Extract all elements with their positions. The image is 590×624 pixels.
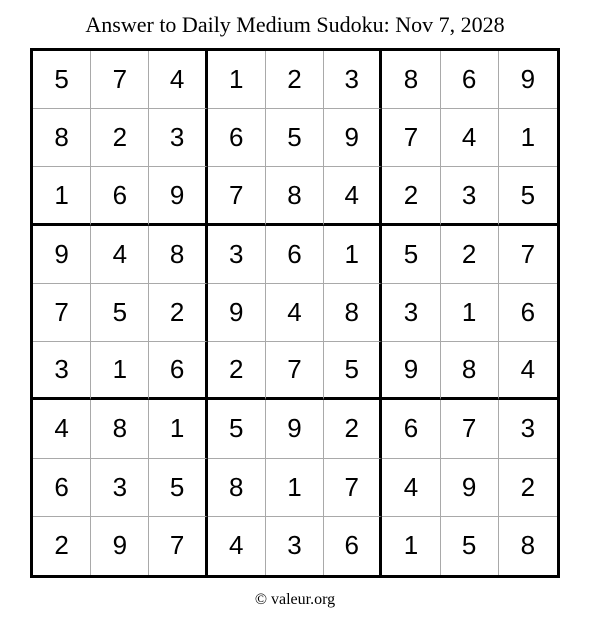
sudoku-cell-r2c6: 9 <box>324 109 382 167</box>
sudoku-cell-r3c4: 7 <box>208 167 266 225</box>
sudoku-board <box>30 48 560 578</box>
sudoku-cell-r2c3: 3 <box>149 109 207 167</box>
sudoku-cell-r6c7: 9 <box>382 342 440 400</box>
sudoku-cell-r7c9: 3 <box>499 400 557 458</box>
sudoku-cell-r2c4: 6 <box>208 109 266 167</box>
sudoku-cell-r8c2: 3 <box>91 459 149 517</box>
sudoku-cell-r3c6: 4 <box>324 167 382 225</box>
sudoku-cell-r2c1: 8 <box>33 109 91 167</box>
sudoku-cell-r9c2: 9 <box>91 517 149 575</box>
sudoku-cell-r1c3: 4 <box>149 51 207 109</box>
sudoku-cell-r9c6: 6 <box>324 517 382 575</box>
sudoku-cell-r9c4: 4 <box>208 517 266 575</box>
sudoku-cell-r4c8: 2 <box>441 226 499 284</box>
sudoku-cell-r6c4: 2 <box>208 342 266 400</box>
sudoku-cell-r4c9: 7 <box>499 226 557 284</box>
sudoku-cell-r4c5: 6 <box>266 226 324 284</box>
sudoku-cell-r5c7: 3 <box>382 284 440 342</box>
sudoku-cell-r7c1: 4 <box>33 400 91 458</box>
sudoku-cell-r7c8: 7 <box>441 400 499 458</box>
sudoku-cell-r7c7: 6 <box>382 400 440 458</box>
sudoku-cell-r5c4: 9 <box>208 284 266 342</box>
sudoku-cell-r1c2: 7 <box>91 51 149 109</box>
sudoku-cell-r3c3: 9 <box>149 167 207 225</box>
sudoku-cell-r8c3: 5 <box>149 459 207 517</box>
sudoku-cell-r3c8: 3 <box>441 167 499 225</box>
sudoku-cell-r7c6: 2 <box>324 400 382 458</box>
copyright-footer: © valeur.org <box>254 591 336 608</box>
sudoku-cell-r3c2: 6 <box>91 167 149 225</box>
sudoku-cell-r5c6: 8 <box>324 284 382 342</box>
sudoku-cell-r4c7: 5 <box>382 226 440 284</box>
sudoku-cell-r1c1: 5 <box>33 51 91 109</box>
sudoku-cell-r7c5: 9 <box>266 400 324 458</box>
sudoku-cell-r1c6: 3 <box>324 51 382 109</box>
sudoku-cell-r7c2: 8 <box>91 400 149 458</box>
sudoku-cell-r1c7: 8 <box>382 51 440 109</box>
sudoku-cell-r6c1: 3 <box>33 342 91 400</box>
sudoku-cell-r8c8: 9 <box>441 459 499 517</box>
sudoku-cell-r2c8: 4 <box>441 109 499 167</box>
sudoku-cell-r4c6: 1 <box>324 226 382 284</box>
sudoku-cell-r6c5: 7 <box>266 342 324 400</box>
sudoku-cell-r5c5: 4 <box>266 284 324 342</box>
sudoku-cell-r9c1: 2 <box>33 517 91 575</box>
sudoku-cell-r3c1: 1 <box>33 167 91 225</box>
sudoku-cell-r4c4: 3 <box>208 226 266 284</box>
sudoku-cell-r4c1: 9 <box>33 226 91 284</box>
sudoku-cell-r1c4: 1 <box>208 51 266 109</box>
sudoku-cell-r1c8: 6 <box>441 51 499 109</box>
sudoku-cell-r9c7: 1 <box>382 517 440 575</box>
sudoku-cell-r6c2: 1 <box>91 342 149 400</box>
page-title: Answer to Daily Medium Sudoku: Nov 7, 2028 <box>85 12 505 37</box>
sudoku-cell-r7c4: 5 <box>208 400 266 458</box>
sudoku-cell-r3c5: 8 <box>266 167 324 225</box>
sudoku-cell-r4c3: 8 <box>149 226 207 284</box>
sudoku-cell-r2c5: 5 <box>266 109 324 167</box>
sudoku-cell-r8c1: 6 <box>33 459 91 517</box>
sudoku-cell-r1c9: 9 <box>499 51 557 109</box>
sudoku-cell-r6c9: 4 <box>499 342 557 400</box>
sudoku-cell-r6c6: 5 <box>324 342 382 400</box>
sudoku-cell-r5c8: 1 <box>441 284 499 342</box>
sudoku-cell-r6c3: 6 <box>149 342 207 400</box>
sudoku-cell-r5c2: 5 <box>91 284 149 342</box>
sudoku-cell-r9c9: 8 <box>520 530 536 561</box>
sudoku-cell-r5c3: 2 <box>149 284 207 342</box>
sudoku-cell-r4c2: 4 <box>91 226 149 284</box>
sudoku-cell-r9c5: 3 <box>266 517 324 575</box>
sudoku-cell-r3c9: 5 <box>499 167 557 225</box>
sudoku-cell-r7c3: 1 <box>149 400 207 458</box>
sudoku-cell-r8c7: 4 <box>382 459 440 517</box>
sudoku-cell-r6c8: 8 <box>441 342 499 400</box>
sudoku-cell-r8c5: 1 <box>266 459 324 517</box>
sudoku-cell-r8c6: 7 <box>324 459 382 517</box>
sudoku-cell-r5c9: 6 <box>499 284 557 342</box>
sudoku-cell-r8c9: 2 <box>499 459 557 517</box>
sudoku-cell-r9c8: 5 <box>441 517 499 575</box>
sudoku-cell-r2c2: 2 <box>91 109 149 167</box>
sudoku-cell-r3c7: 2 <box>382 167 440 225</box>
sudoku-cell-r1c5: 2 <box>266 51 324 109</box>
sudoku-cell-r5c1: 7 <box>33 284 91 342</box>
sudoku-cell-r2c9: 1 <box>499 109 557 167</box>
sudoku-cell-r2c7: 7 <box>382 109 440 167</box>
sudoku-cell-r8c4: 8 <box>208 459 266 517</box>
sudoku-cell-r9c3: 7 <box>149 517 207 575</box>
